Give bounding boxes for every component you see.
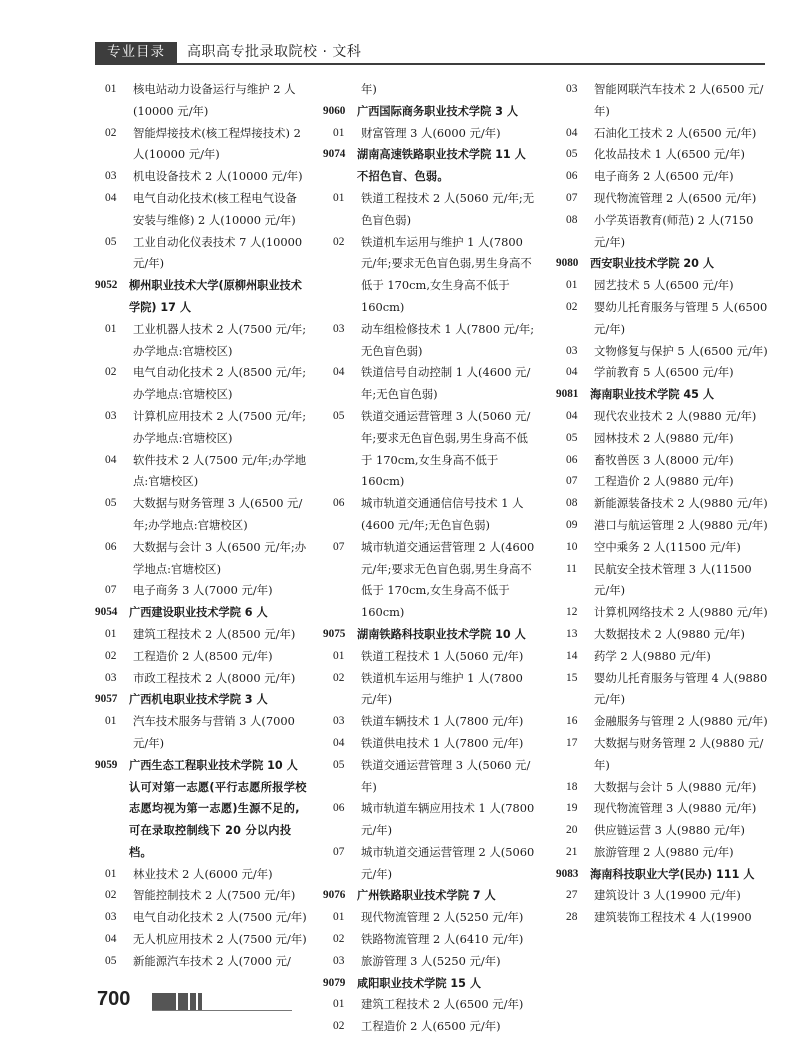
school-name: 湖南高速铁路职业技术学院 11 人	[357, 148, 526, 162]
major-text: 智能网联汽车技术 2 人(6500 元/年)	[594, 82, 764, 118]
major-code: 07	[333, 540, 345, 553]
school-entry	[323, 885, 538, 907]
school-code: 9081	[556, 388, 579, 401]
major-entry	[556, 166, 770, 188]
major-text: 工业机器人技术 2 人(7500 元/年;办学地点:官塘校区)	[133, 321, 307, 358]
major-entry	[323, 711, 538, 733]
major-code: 03	[105, 170, 117, 183]
major-entry	[95, 929, 308, 951]
major-entry	[95, 907, 308, 929]
major-text: 大数据与财务管理 2 人(9880 元/年)	[594, 735, 764, 772]
major-text: 智能焊接技术(核工程焊接技术) 2 人(10000 元/年)	[133, 125, 301, 162]
major-entry	[323, 188, 538, 232]
school-code: 9052	[95, 279, 118, 292]
school-code: 9080	[556, 257, 579, 270]
major-text: 大数据与会计 3 人(6500 元/年;办学地点:官塘校区)	[133, 539, 307, 576]
major-code: 06	[333, 497, 345, 510]
major-text: 铁道交通运营管理 3 人(5060 元/年;要求无色盲色弱,男生身高不低于 170cm,女生身高不低于 160cm)	[361, 408, 531, 489]
major-text: 建筑工程技术 2 人(8500 元/年)	[133, 626, 296, 641]
major-code: 13	[566, 627, 578, 640]
major-entry	[556, 144, 770, 166]
major-text: 学前教育 5 人(6500 元/年)	[594, 365, 734, 380]
major-entry	[556, 210, 770, 254]
major-code: 14	[566, 649, 578, 662]
category-tab: 专业目录	[95, 42, 177, 63]
major-text: 空中乘务 2 人(11500 元/年)	[594, 539, 741, 554]
major-code: 28	[566, 911, 578, 924]
column-2	[323, 79, 538, 1038]
major-code: 16	[566, 715, 578, 728]
major-code: 02	[105, 126, 117, 139]
major-text: 城市轨道交通运营管理 2 人(4600 元/年;要求无色盲色弱,男生身高不低于 170cm,女生身高不低于 160cm)	[361, 539, 535, 620]
major-text: 无人机应用技术 2 人(7500 元/年)	[133, 932, 307, 947]
major-code: 07	[333, 845, 345, 858]
school-name: 广西建设职业技术学院 6 人	[129, 606, 268, 620]
major-code: 02	[333, 1020, 345, 1033]
school-entry	[323, 624, 538, 646]
school-entry	[556, 864, 770, 886]
major-text: 民航安全技术管理 3 人(11500 元/年)	[594, 561, 752, 598]
major-text: 机电设备技术 2 人(10000 元/年)	[133, 169, 303, 184]
major-entry	[323, 493, 538, 537]
major-code: 10	[566, 540, 578, 553]
major-text: 现代物流管理 2 人(5250 元/年)	[361, 910, 524, 925]
major-entry	[556, 341, 770, 363]
continued-text: 年)	[361, 82, 377, 96]
major-entry	[95, 864, 308, 886]
major-entry	[95, 951, 308, 973]
major-text: 石油化工技术 2 人(6500 元/年)	[594, 125, 757, 140]
major-entry	[556, 602, 770, 624]
major-code: 01	[333, 126, 345, 139]
major-text: 电子商务 2 人(6500 元/年)	[594, 169, 734, 184]
major-entry	[323, 929, 538, 951]
major-entry	[95, 362, 308, 406]
school-name: 柳州职业技术大学(原柳州职业技术学院) 17 人	[129, 279, 302, 314]
major-entry	[556, 885, 770, 907]
school-name: 西安职业技术学院 20 人	[590, 257, 715, 271]
school-name: 广州铁路职业技术学院 7 人	[357, 889, 496, 903]
school-code: 9059	[95, 758, 118, 771]
major-code: 05	[105, 954, 117, 967]
footer-rule	[152, 1010, 292, 1011]
major-text: 建筑装饰工程技术 4 人(19900	[594, 910, 752, 925]
school-code: 9074	[323, 148, 346, 161]
major-text: 大数据与会计 5 人(9880 元/年)	[594, 779, 757, 794]
major-text: 文物修复与保护 5 人(6500 元/年)	[594, 343, 768, 358]
major-text: 旅游管理 3 人(5250 元/年)	[361, 953, 501, 968]
major-text: 铁道供电技术 1 人(7800 元/年)	[361, 735, 524, 750]
major-code: 01	[105, 627, 117, 640]
major-entry	[556, 907, 770, 929]
school-name: 海南科技职业大学(民办) 111 人	[590, 867, 755, 881]
major-text: 电子商务 3 人(7000 元/年)	[133, 583, 273, 598]
major-code: 05	[333, 409, 345, 422]
major-entry	[323, 123, 538, 145]
major-text: 工程造价 2 人(9880 元/年)	[594, 474, 734, 489]
major-code: 01	[333, 649, 345, 662]
major-text: 铁道车辆技术 1 人(7800 元/年)	[361, 714, 524, 729]
major-code: 04	[105, 191, 117, 204]
school-entry	[95, 602, 308, 624]
school-entry	[95, 755, 308, 777]
major-text: 铁路物流管理 2 人(6410 元/年)	[361, 932, 524, 947]
major-code: 04	[105, 453, 117, 466]
major-entry	[556, 537, 770, 559]
major-text: 动车组检修技术 1 人(7800 元/年;无色盲色弱)	[361, 321, 535, 358]
major-text: 计算机应用技术 2 人(7500 元/年;办学地点:官塘校区)	[133, 408, 307, 445]
major-entry	[556, 624, 770, 646]
major-text: 新能源汽车技术 2 人(7000 元/	[133, 953, 291, 968]
major-entry	[95, 406, 308, 450]
school-name: 海南职业技术学院 45 人	[590, 388, 715, 402]
major-text: 铁道机车运用与维护 1 人(7800 元/年)	[361, 670, 523, 707]
major-code: 01	[333, 998, 345, 1011]
major-code: 09	[566, 518, 578, 531]
major-entry	[556, 733, 770, 777]
major-entry	[556, 471, 770, 493]
major-entry	[95, 79, 308, 123]
school-entry	[323, 101, 538, 123]
major-text: 工程造价 2 人(8500 元/年)	[133, 648, 273, 663]
school-name: 咸阳职业技术学院 15 人	[357, 976, 482, 990]
major-text: 旅游管理 2 人(9880 元/年)	[594, 844, 734, 859]
major-entry	[95, 493, 308, 537]
major-entry	[323, 798, 538, 842]
major-entry	[323, 646, 538, 668]
major-entry	[556, 188, 770, 210]
page-title: 高职高专批录取院校 · 文科	[187, 44, 362, 60]
major-entry	[556, 646, 770, 668]
major-text: 药学 2 人(9880 元/年)	[594, 648, 711, 663]
major-entry	[95, 885, 308, 907]
major-entry	[323, 951, 538, 973]
school-code: 9060	[323, 104, 346, 117]
major-text: 铁道工程技术 1 人(5060 元/年)	[361, 648, 524, 663]
major-code: 03	[333, 322, 345, 335]
major-code: 07	[566, 475, 578, 488]
major-text: 婴幼儿托育服务与管理 5 人(6500 元/年)	[594, 299, 768, 336]
major-entry	[556, 123, 770, 145]
major-entry	[323, 842, 538, 886]
major-entry	[556, 79, 770, 123]
major-entry	[95, 646, 308, 668]
major-entry	[95, 668, 308, 690]
major-code: 07	[105, 584, 117, 597]
school-entry	[556, 384, 770, 406]
major-code: 08	[566, 213, 578, 226]
major-code: 01	[105, 715, 117, 728]
major-text: 市政工程技术 2 人(8000 元/年)	[133, 670, 296, 685]
major-text: 计算机网络技术 2 人(9880 元/年)	[594, 605, 768, 620]
school-code: 9079	[323, 976, 346, 989]
major-text: 金融服务与管理 2 人(9880 元/年)	[594, 714, 768, 729]
major-entry	[95, 319, 308, 363]
major-code: 01	[105, 83, 117, 95]
major-code: 05	[105, 235, 117, 248]
major-text: 婴幼儿托育服务与管理 4 人(9880 元/年)	[594, 670, 768, 707]
major-text: 铁道机车运用与维护 1 人(7800 元/年;要求无色盲色弱,男生身高不低于 170cm,女生身高不低于 160cm)	[361, 234, 532, 314]
major-code: 02	[333, 235, 345, 248]
major-code: 05	[105, 497, 117, 510]
school-code: 9076	[323, 889, 346, 902]
major-code: 03	[105, 911, 117, 924]
major-code: 04	[333, 366, 345, 379]
major-entry	[95, 450, 308, 494]
major-entry	[323, 406, 538, 493]
column-3	[556, 79, 770, 929]
major-entry	[556, 820, 770, 842]
major-text: 电气自动化技术(核工程电气设备安装与维修) 2 人(10000 元/年)	[133, 190, 297, 227]
school-entry	[323, 973, 538, 995]
major-code: 02	[333, 671, 345, 684]
major-entry	[556, 559, 770, 603]
major-text: 核电站动力设备运行与维护 2 人 (10000 元/年)	[133, 82, 296, 118]
major-text: 大数据与财务管理 3 人(6500 元/年;办学地点:官塘校区)	[133, 496, 303, 532]
major-code: 03	[566, 83, 578, 95]
school-name: 广西机电职业技术学院 3 人	[129, 693, 268, 707]
major-entry	[556, 297, 770, 341]
major-code: 05	[566, 431, 578, 444]
major-text: 电气自动化技术 2 人(8500 元/年;办学地点:官塘校区)	[133, 365, 307, 402]
school-entry	[95, 689, 308, 711]
major-text: 铁道交通运营管理 3 人(5060 元/年)	[361, 757, 531, 794]
major-entry	[556, 668, 770, 712]
major-code: 04	[566, 366, 578, 379]
major-text: 新能源装备技术 2 人(9880 元/年)	[594, 496, 768, 511]
admission-note: 不招色盲、色弱。	[357, 170, 449, 184]
major-text: 工业自动化仪表技术 7 人(10000 元/年)	[133, 234, 303, 271]
major-code: 03	[105, 671, 117, 684]
major-entry	[556, 493, 770, 515]
footer-bars	[152, 993, 202, 1010]
major-entry	[323, 232, 538, 319]
school-name: 湖南铁路科技职业技术学院 10 人	[357, 627, 526, 641]
school-name: 广西生态工程职业技术学院 10 人	[129, 758, 298, 772]
school-code: 9057	[95, 693, 118, 706]
major-code: 17	[566, 736, 578, 749]
major-entry	[556, 798, 770, 820]
major-code: 02	[105, 889, 117, 902]
major-code: 04	[333, 736, 345, 749]
major-code: 01	[333, 191, 345, 204]
major-code: 03	[333, 954, 345, 967]
major-code: 12	[566, 606, 578, 619]
major-entry	[95, 232, 308, 276]
major-entry	[95, 166, 308, 188]
major-code: 20	[566, 824, 578, 837]
major-code: 03	[333, 715, 345, 728]
page-number: 700	[97, 988, 131, 1010]
major-text: 城市轨道交通运营管理 2 人(5060 元/年)	[361, 844, 535, 881]
major-code: 06	[566, 170, 578, 183]
major-entry	[95, 580, 308, 602]
major-code: 01	[333, 911, 345, 924]
school-entry	[95, 275, 308, 319]
major-entry	[323, 994, 538, 1016]
school-name: 广西国际商务职业技术学院 3 人	[357, 104, 519, 118]
major-text: 建筑工程技术 2 人(6500 元/年)	[361, 997, 524, 1012]
major-code: 07	[566, 191, 578, 204]
major-entry	[556, 711, 770, 733]
major-code: 01	[105, 322, 117, 335]
major-entry	[556, 428, 770, 450]
major-code: 02	[566, 300, 578, 313]
major-text: 现代农业技术 2 人(9880 元/年)	[594, 408, 757, 423]
major-text: 铁道信号自动控制 1 人(4600 元/年;无色盲色弱)	[361, 365, 531, 402]
major-code: 15	[566, 671, 578, 684]
major-entry	[323, 907, 538, 929]
major-code: 21	[566, 845, 578, 858]
major-entry	[95, 188, 308, 232]
major-code: 03	[105, 409, 117, 422]
major-entry	[95, 624, 308, 646]
major-text: 园艺技术 5 人(6500 元/年)	[594, 278, 734, 293]
major-text: 园林技术 2 人(9880 元/年)	[594, 430, 734, 445]
major-entry	[556, 777, 770, 799]
major-code: 04	[105, 933, 117, 946]
major-code: 06	[566, 453, 578, 466]
major-text: 软件技术 2 人(7500 元/年;办学地点:官塘校区)	[133, 452, 307, 489]
column-1	[95, 79, 308, 973]
major-entry	[556, 406, 770, 428]
major-text: 电气自动化技术 2 人(7500 元/年)	[133, 910, 307, 925]
major-text: 林业技术 2 人(6000 元/年)	[133, 866, 273, 881]
major-code: 01	[105, 867, 117, 880]
header-rule	[95, 63, 765, 65]
major-text: 现代物流管理 3 人(9880 元/年)	[594, 801, 757, 816]
major-code: 05	[566, 148, 578, 161]
major-code: 01	[566, 279, 578, 292]
major-entry	[95, 123, 308, 167]
major-entry	[556, 362, 770, 384]
major-text: 小学英语教育(师范) 2 人(7150 元/年)	[594, 212, 754, 249]
major-entry	[323, 362, 538, 406]
major-text: 城市轨道车辆应用技术 1 人(7800 元/年)	[361, 801, 535, 838]
school-code: 9083	[556, 867, 579, 880]
major-text: 大数据技术 2 人(9880 元/年)	[594, 626, 745, 641]
major-code: 08	[566, 497, 578, 510]
major-code: 02	[333, 933, 345, 946]
major-entry	[323, 755, 538, 799]
major-text: 城市轨道交通通信信号技术 1 人(4600 元/年;无色盲色弱)	[361, 496, 524, 532]
major-entry	[95, 711, 308, 755]
major-code: 05	[333, 758, 345, 771]
admission-note: 认可对第一志愿(平行志愿所报学校志愿均视为第一志愿)生源不足的,可在录取控制线下 20 分以内投档。	[129, 780, 307, 859]
major-text: 铁道工程技术 2 人(5060 元/年;无色盲色弱)	[361, 190, 535, 227]
major-entry	[556, 450, 770, 472]
major-entry	[556, 275, 770, 297]
major-text: 工程造价 2 人(6500 元/年)	[361, 1019, 501, 1034]
major-text: 建筑设计 3 人(19900 元/年)	[594, 888, 741, 903]
major-entry	[556, 842, 770, 864]
major-text: 汽车技术服务与营销 3 人(7000 元/年)	[133, 714, 295, 750]
major-entry	[323, 537, 538, 624]
major-entry	[323, 319, 538, 363]
major-code: 19	[566, 802, 578, 815]
major-entry	[323, 733, 538, 755]
major-code: 02	[105, 366, 117, 379]
major-code: 03	[566, 344, 578, 357]
major-text: 供应链运营 3 人(9880 元/年)	[594, 823, 745, 838]
major-text: 智能控制技术 2 人(7500 元/年)	[133, 888, 296, 903]
major-code: 04	[566, 126, 578, 139]
major-code: 02	[105, 649, 117, 662]
major-text: 财富管理 3 人(6000 元/年)	[361, 125, 501, 140]
major-text: 畜牧兽医 3 人(8000 元/年)	[594, 452, 734, 467]
school-code: 9054	[95, 606, 118, 619]
school-code: 9075	[323, 627, 346, 640]
school-entry	[556, 253, 770, 275]
major-code: 06	[333, 802, 345, 815]
school-entry	[323, 144, 538, 166]
major-code: 11	[566, 562, 577, 575]
major-code: 27	[566, 889, 578, 902]
major-text: 现代物流管理 2 人(6500 元/年)	[594, 190, 757, 205]
major-entry	[95, 537, 308, 581]
major-code: 06	[105, 540, 117, 553]
major-entry	[556, 515, 770, 537]
major-text: 化妆品技术 1 人(6500 元/年)	[594, 147, 745, 162]
major-text: 港口与航运管理 2 人(9880 元/年)	[594, 517, 768, 532]
major-code: 18	[566, 780, 578, 793]
major-code: 04	[566, 409, 578, 422]
section-header	[95, 42, 371, 63]
major-entry	[323, 668, 538, 712]
